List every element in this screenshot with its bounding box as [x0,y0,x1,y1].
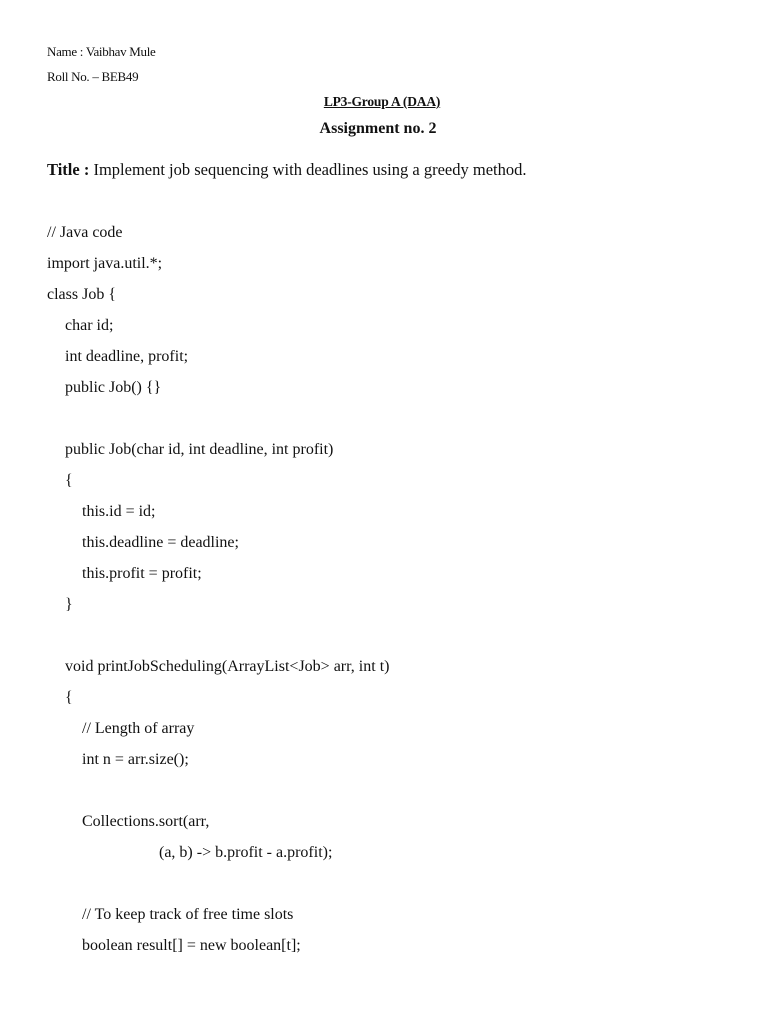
course-heading: LP3-Group A (DAA) [323,94,441,109]
code-line: // Length of array [82,720,195,737]
code-line [47,625,389,656]
code-line: public Job() {} [65,379,162,396]
code-block [47,222,389,966]
title-label: Title : [47,160,90,179]
code-line: { [65,689,73,706]
code-line: boolean result[] = new boolean[t]; [82,937,301,954]
student-name: Name : Vaibhav Mule [47,44,156,59]
code-line: (a, b) -> b.profit - a.profit); [159,844,333,861]
code-line: { [65,472,73,489]
code-line: this.deadline = deadline; [82,534,239,551]
code-line: char id; [65,317,114,334]
code-line: int deadline, profit; [65,348,189,365]
code-line: import java.util.*; [47,255,163,272]
code-line [47,873,389,904]
code-line: this.profit = profit; [82,565,202,582]
title-text: Implement job sequencing with deadlines using a greedy method. [89,160,527,179]
code-line: // Java code [47,224,123,241]
code-line: } [65,596,73,613]
assignment-title [47,160,526,180]
code-line [47,408,389,439]
code-line: int n = arr.size(); [82,751,189,768]
assignment-heading: Assignment no. 2 [319,120,437,137]
code-line: Collections.sort(arr, [82,813,210,830]
roll-number: Roll No. – BEB49 [47,69,139,84]
code-line: void printJobScheduling(ArrayList<Job> arr, int t) [65,658,390,675]
code-line: public Job(char id, int deadline, int profit) [65,441,334,458]
code-line: class Job { [47,286,117,303]
code-line: this.id = id; [82,503,156,520]
code-line [47,780,389,811]
code-line: // To keep track of free time slots [82,906,294,923]
